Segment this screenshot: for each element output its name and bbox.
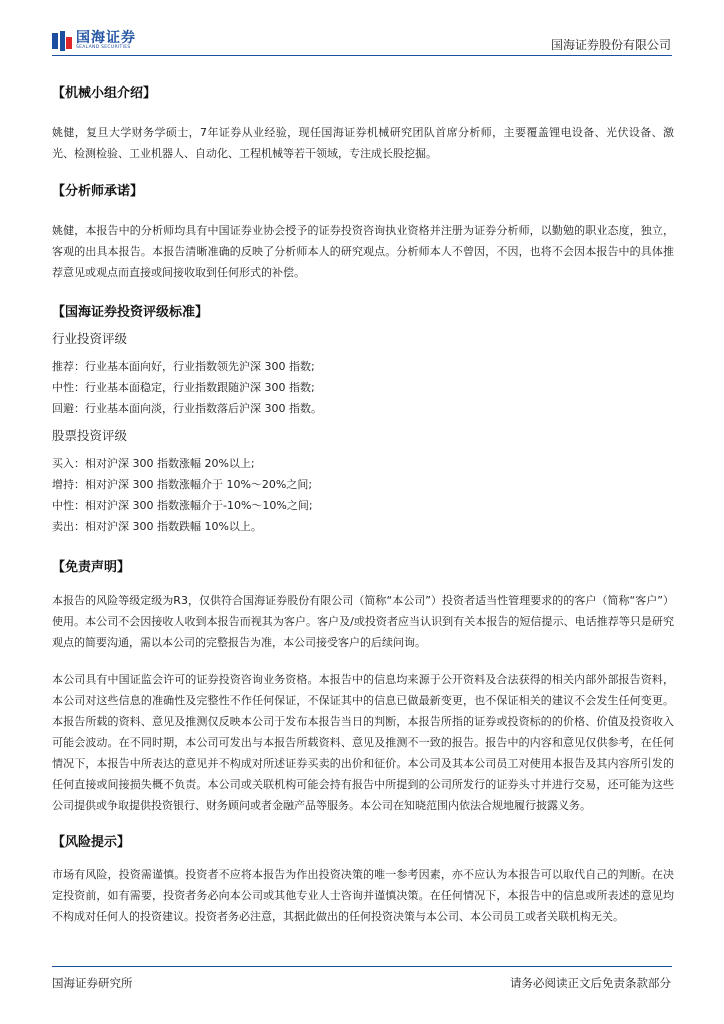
industry-rating-item: 回避：行业基本面向淡，行业指数落后沪深 300 指数。 — [52, 402, 322, 415]
footer-institute: 国海证券研究所 — [52, 976, 133, 990]
industry-rating-item: 中性：行业基本面稳定，行业指数跟随沪深 300 指数; — [52, 381, 315, 394]
stock-rating-item: 卖出：相对沪深 300 指数跌幅 10%以上。 — [52, 520, 262, 533]
section-risk — [52, 832, 674, 927]
industry-rating-title: 行业投资评级 — [52, 331, 128, 346]
logo-mark-icon — [52, 31, 72, 51]
industry-rating-item: 推荐：行业基本面向好，行业指数领先沪深 300 指数; — [52, 360, 315, 373]
header-company-name: 国海证券股份有限公司 — [550, 38, 671, 52]
stock-rating-title: 股票投资评级 — [52, 428, 128, 443]
section-text: 姚健，本报告中的分析师均具有中国证券业协会授予的证券投资咨询执业资格并注册为证券分析师，以勤勉的职业态度，独立，客观的出具本报告。本报告清晰准确的反映了分析师本人的研究观点。分析师本人不曾因，不因，也将不会因本报告中的具体推荐意见或观点而直接或间接收取到任何形式的补偿。 — [52, 224, 674, 279]
stock-rating-item: 中性：相对沪深 300 指数涨幅介于-10%～10%之间; — [52, 499, 313, 512]
section-title: 【风险提示】 — [52, 835, 131, 850]
section-title: 【机械小组介绍】 — [52, 86, 157, 101]
page-header — [0, 0, 724, 62]
section-text: 市场有风险，投资需谨慎。投资者不应将本报告为作出投资决策的唯一参考因素，亦不应认为本报告可以取代自己的判断。在决定投资前，如有需要，投资者务必向本公司或其他专业人士咨询并谨慎决策。在任何情况下，本报告中的信息或所表述的意见均不构成对任何人的投资建议。投资者务必注意，其据此做出的任何投资决策与本公司、本公司员工或者关联机构无关。 — [52, 868, 674, 923]
section-text: 姚健，复旦大学财务学硕士，7年证券从业经验，现任国海证券机械研究团队首席分析师，主要覆盖锂电设备、光伏设备、激光、检测检验、工业机器人、自动化、工程机械等若干领域，专注成长股挖掘。 — [52, 126, 674, 160]
section-commitment — [52, 181, 674, 283]
header-divider — [52, 55, 672, 56]
section-team — [52, 83, 674, 164]
section-title: 【免责声明】 — [52, 560, 131, 575]
section-rating — [52, 302, 674, 537]
stock-rating-item: 买入：相对沪深 300 指数涨幅 20%以上; — [52, 457, 255, 470]
page-content — [52, 83, 674, 927]
section-title: 【国海证券投资评级标准】 — [52, 305, 209, 320]
disclaimer-paragraph-1: 本报告的风险等级定级为R3，仅供符合国海证券股份有限公司（简称“本公司”）投资者适当性管理要求的的客户（简称“客户”）使用。本公司不会因接收人收到本报告而视其为客户。客户及/或投资者应当认识到有关本报告的短信提示、电话推荐等只是研究观点的简要沟通，需以本公司的完整报告为准，本公司接受客户的后续问询。 — [52, 594, 674, 649]
section-title: 【分析师承诺】 — [52, 184, 144, 199]
footer-disclaimer-note: 请务必阅读正文后免责条款部分 — [510, 976, 671, 990]
logo-chinese-name: 国海证券 — [76, 30, 136, 47]
company-logo — [52, 30, 136, 52]
disclaimer-paragraph-2: 本公司具有中国证监会许可的证券投资咨询业务资格。本报告中的信息均来源于公开资料及合法获得的相关内部外部报告资料，本公司对这些信息的准确性及完整性不作任何保证，不保证其中的信息已做最新变更，也不保证相关的建议不会发生任何变更。本报告所载的资料、意见及推测仅反映本公司于发布本报告当日的判断，本报告所指的证券或投资标的的价格、价值及投资收入可能会波动。在不同时期，本公司可发出与本报告所载资料、意见及推测不一致的报告。报告中的内容和意见仅供参考，在任何情况下，本报告中所表达的意见并不构成对所述证券买卖的出价和征价。本公司及其本公司员工对使用本报告及其内容所引发的任何直接或间接损失概不负责。本公司或关联机构可能会持有报告中所提到的公司所发行的证券头寸并进行交易，还可能为这些公司提供或争取提供投资银行、财务顾问或者金融产品等服务。本公司在知晓范围内依法合规地履行披露义务。 — [52, 673, 674, 812]
stock-rating-item: 增持：相对沪深 300 指数涨幅介于 10%～20%之间; — [52, 478, 313, 491]
footer-divider — [52, 966, 672, 967]
logo-english-name: SEALAND SECURITIES — [76, 45, 131, 51]
section-disclaimer — [52, 557, 674, 816]
